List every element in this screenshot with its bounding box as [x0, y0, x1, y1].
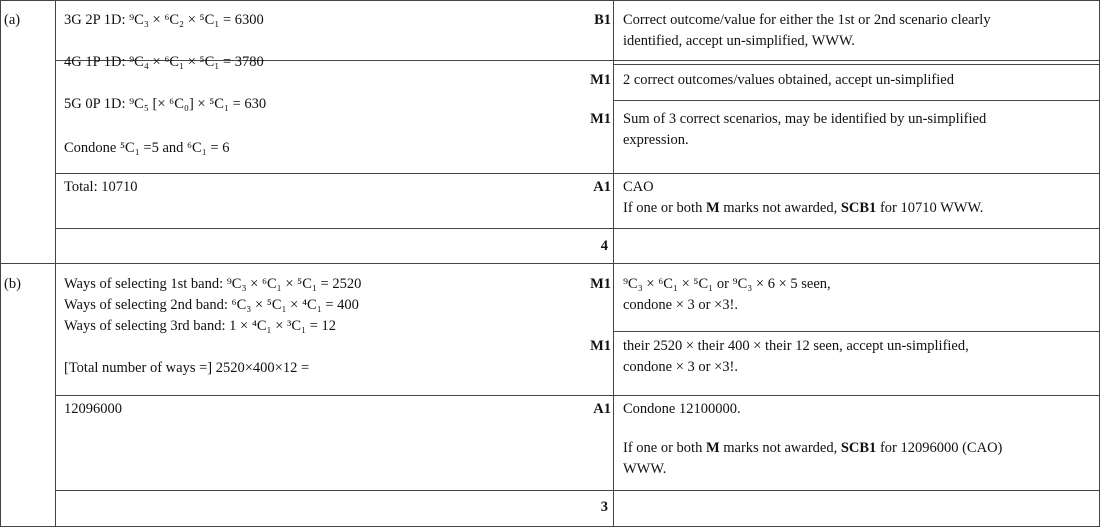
part-b-mark-m1-second: M1 — [590, 338, 611, 354]
part-a-guidance-1a: Correct outcome/value for either the 1st or 2nd scenario clearly — [623, 12, 991, 28]
part-a-mark-m1-second: M1 — [590, 111, 611, 127]
part-a-mark-b1: B1 — [594, 12, 611, 28]
part-a-total-marks: 4 — [600, 238, 608, 254]
part-a-working-line-3: 5G 0P 1D: ⁹C₅ [× ⁶C₀] × ⁵C₁ = 630 — [64, 96, 267, 112]
part-a-total: Total: 10710 — [64, 179, 138, 195]
part-a-working-line-1: 3G 2P 1D: ⁹C₃ × ⁶C₂ × ⁵C₁ = 6300 — [64, 12, 264, 28]
part-b-guidance-3c: WWW. — [623, 461, 667, 477]
part-b-answer: 12096000 — [64, 401, 122, 417]
part-a-mark-a1: A1 — [593, 179, 611, 195]
part-a-working-line-2: 4G 1P 1D: ⁹C₄ × ⁶C₁ × ⁵C₁ = 3780 — [64, 54, 264, 70]
part-b-mark-a1: A1 — [593, 401, 611, 417]
part-a-guidance-1b: identified, accept un-simplified, WWW. — [623, 33, 855, 49]
part-b-working-line-4: [Total number of ways =] 2520×400×12 = — [64, 360, 310, 376]
part-b-guidance-1a: ⁹C₃ × ⁶C₁ × ⁵C₁ or ⁹C₃ × 6 × 5 seen, — [623, 276, 831, 292]
part-a-guidance-2: 2 correct outcomes/values obtained, accept un-simplified — [623, 72, 954, 88]
part-a-guidance-3a: Sum of 3 correct scenarios, may be identified by un-simplified — [623, 111, 987, 127]
part-a-working-line-4: Condone ⁵C₁ =5 and ⁶C₁ = 6 — [64, 140, 230, 156]
part-b-guidance-2b: condone × 3 or ×3!. — [623, 359, 739, 375]
part-a-guidance-3b: expression. — [623, 132, 689, 148]
part-b-guidance-1b: condone × 3 or ×3!. — [623, 297, 739, 313]
part-b-guidance-2a: their 2520 × their 400 × their 12 seen, accept un-simplified, — [623, 338, 969, 354]
part-a-mark-m1-first: M1 — [590, 72, 611, 88]
part-b-label: (b) — [4, 276, 21, 292]
part-a-label: (a) — [4, 12, 21, 28]
part-b-working-line-1: Ways of selecting 1st band: ⁹C₃ × ⁶C₁ × ⁵C₁ = 2520 — [64, 276, 362, 292]
part-b-total-marks: 3 — [600, 499, 608, 515]
part-a-guidance-4a: CAO — [623, 179, 654, 195]
part-b-working-line-3: Ways of selecting 3rd band: 1 × ⁴C₁ × ³C₁ = 12 — [64, 318, 337, 334]
part-b-mark-m1-first: M1 — [590, 276, 611, 292]
part-b-working-line-2: Ways of selecting 2nd band: ⁶C₃ × ⁵C₁ × ⁴C₁ = 400 — [64, 297, 359, 313]
part-b-guidance-3a: Condone 12100000. — [623, 401, 741, 417]
part-a-guidance-4b: If one or both M marks not awarded, SCB1 for 10710 WWW. — [623, 200, 984, 216]
part-b-guidance-3b: If one or both M marks not awarded, SCB1 for 12096000 (CAO) — [623, 440, 1003, 456]
